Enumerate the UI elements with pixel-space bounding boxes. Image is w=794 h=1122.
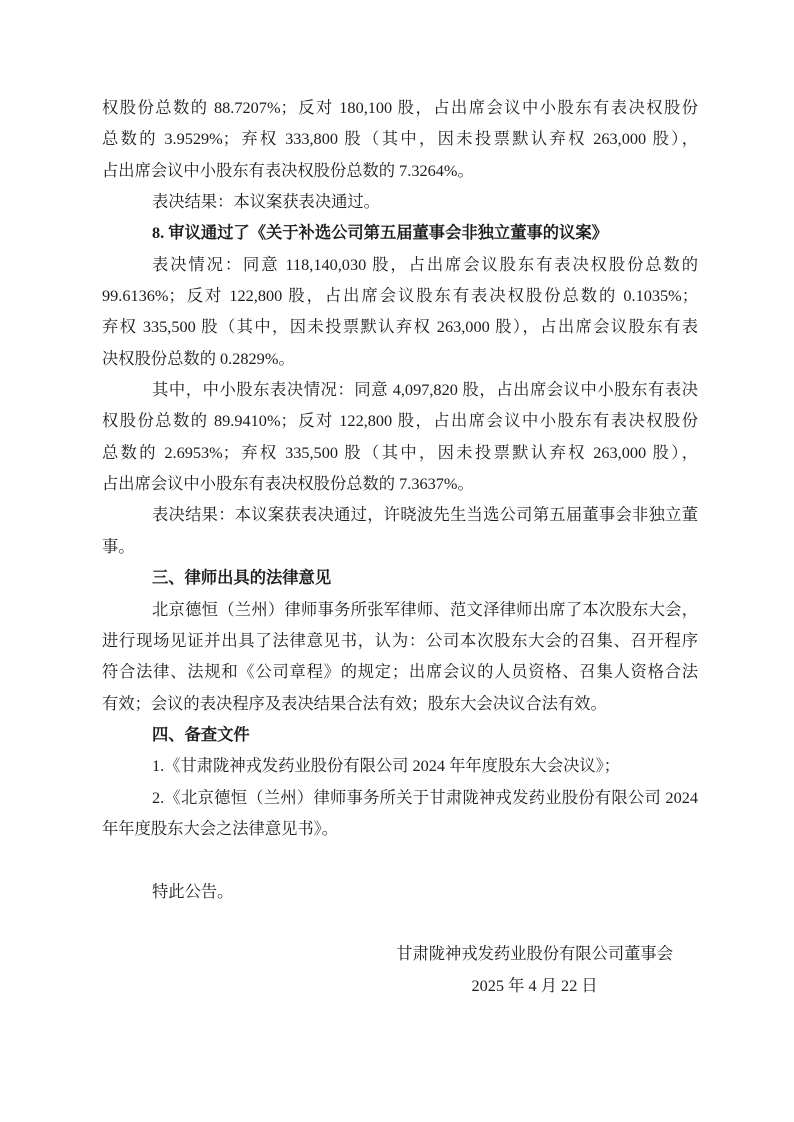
text-line: 占出席会议中小股东有表决权股份总数的 7.3637%。	[102, 474, 474, 494]
blank-line	[102, 907, 698, 938]
paragraph	[102, 876, 698, 907]
signature-company: 甘肃陇神戎发药业股份有限公司董事会	[396, 944, 673, 964]
text-line: 占出席会议中小股东有表决权股份总数的 7.3264%。	[102, 160, 474, 180]
text-line: 表决结果：本议案获表决通过，许晓波先生当选公司第五届董事会非独立董	[152, 505, 698, 525]
section-heading	[102, 719, 698, 750]
paragraph	[102, 782, 698, 845]
text-line: 北京德恒（兰州）律师事务所张军律师、范文泽律师出席了本次股东大会，	[152, 599, 698, 619]
text-line: 事。	[102, 536, 135, 556]
signature-block	[396, 938, 673, 1001]
paragraph	[102, 249, 698, 374]
text-line: 有效；会议的表决程序及表决结果合法有效；股东大会决议合法有效。	[102, 693, 607, 713]
text-line: 8. 审议通过了《关于补选公司第五届董事会非独立董事的议案》	[152, 223, 608, 243]
text-line: 其中，中小股东表决情况：同意 4,097,820 股，占出席会议中小股东有表决	[152, 380, 698, 400]
text-line: 权股份总数的 89.9410%；反对 122,800 股，占出席会议中小股东有表决权股份	[102, 411, 698, 431]
text-line: 三、律师出具的法律意见	[152, 568, 332, 588]
text-line: 表决结果：本议案获表决通过。	[152, 192, 380, 212]
text-line: 99.6136%；反对 122,800 股，占出席会议股东有表决权股份总数的 0.1035%；	[102, 286, 698, 306]
section-heading	[102, 562, 698, 593]
text-line: 进行现场见证并出具了法律意见书，认为：公司本次股东大会的召集、召开程序	[102, 630, 698, 650]
paragraph	[102, 92, 698, 186]
signature-date: 2025 年 4 月 22 日	[471, 975, 598, 995]
text-line: 决权股份总数的 0.2829%。	[102, 348, 295, 368]
blank-line	[102, 844, 698, 875]
paragraph	[102, 594, 698, 719]
text-line: 2.《北京德恒（兰州）律师事务所关于甘肃陇神戎发药业股份有限公司 2024	[152, 787, 698, 807]
announcement-body	[102, 92, 698, 1001]
paragraph	[102, 186, 698, 217]
text-line: 四、备查文件	[152, 724, 250, 744]
text-line: 权股份总数的 88.7207%；反对 180,100 股，占出席会议中小股东有表决权股份	[102, 98, 698, 117]
text-line: 年年度股东大会之法律意见书》。	[102, 818, 339, 838]
text-line: 符合法律、法规和《公司章程》的规定；出席会议的人员资格、召集人资格合法	[102, 662, 698, 682]
text-line: 总数的 2.6953%；弃权 335,500 股（其中，因未投票默认弃权 263,000 股），	[102, 442, 698, 462]
section-heading	[102, 217, 698, 248]
paragraph	[102, 374, 698, 499]
text-line: 总数的 3.9529%；弃权 333,800 股（其中，因未投票默认弃权 263,000 股），	[102, 129, 698, 149]
paragraph	[102, 750, 698, 781]
text-line: 1.《甘肃陇神戎发药业股份有限公司 2024 年年度股东大会决议》；	[152, 756, 621, 776]
paragraph	[102, 499, 698, 562]
text-line: 特此公告。	[152, 881, 234, 901]
text-line: 弃权 335,500 股（其中，因未投票默认弃权 263,000 股），占出席会议股东有表	[102, 317, 698, 337]
text-line: 表决情况：同意 118,140,030 股，占出席会议股东有表决权股份总数的	[152, 254, 698, 274]
